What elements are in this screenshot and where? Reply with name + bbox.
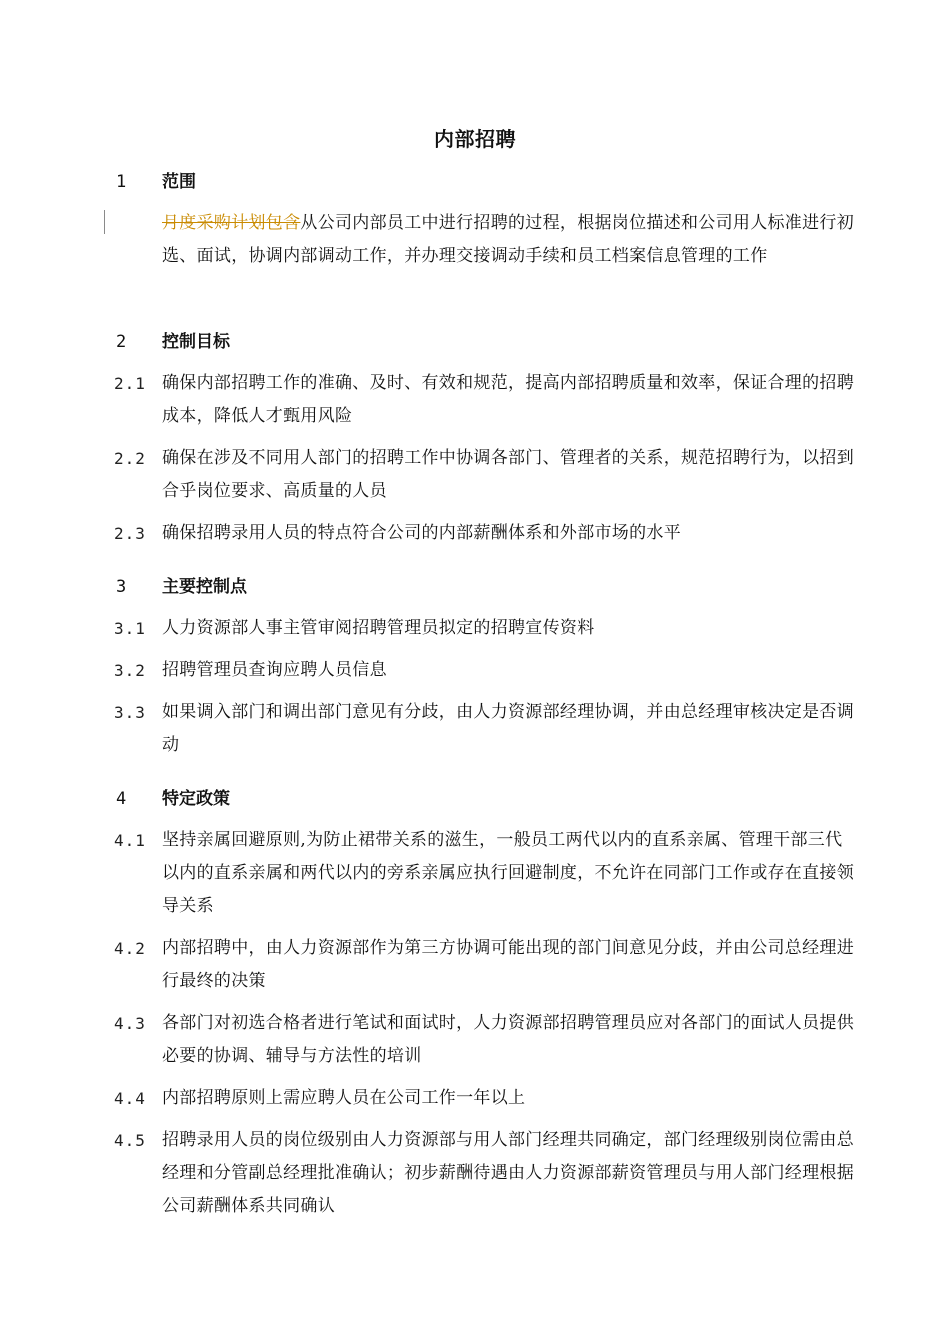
scope-paragraph <box>162 207 858 273</box>
item-number: 3.2 <box>114 661 146 680</box>
section-4-number: 4 <box>116 789 127 809</box>
item-text: 坚持亲属回避原则,为防止裙带关系的滋生，一般员工两代以内的直系亲属、管理干部三代以内的直系亲属和两代以内的旁系亲属应执行回避制度，不允许在同部门工作或存在直接领导关系 <box>162 830 854 916</box>
section-3-heading: 主要控制点 <box>162 577 247 597</box>
item-text: 如果调入部门和调出部门意见有分歧，由人力资源部经理协调，并由总经理审核决定是否调动 <box>162 702 854 755</box>
section-1-heading: 范围 <box>162 172 196 192</box>
revision-change-bar <box>104 210 105 234</box>
scope-text: 从公司内部员工中进行招聘的过程，根据岗位描述和公司用人标准进行初选、面试，协调内部调动工作，并办理交接调动手续和员工档案信息管理的工作 <box>162 213 855 266</box>
section-1-number: 1 <box>116 172 127 192</box>
item-number: 4.3 <box>114 1014 146 1033</box>
item-text: 招聘录用人员的岗位级别由人力资源部与用人部门经理共同确定，部门经理级别岗位需由总经理和分管副总经理批准确认；初步薪酬待遇由人力资源部薪资管理员与用人部门经理根据公司薪酬体系共同确认 <box>162 1130 854 1216</box>
item-number: 3.1 <box>114 619 146 638</box>
document-title: 内部招聘 <box>434 127 516 151</box>
section-3-number: 3 <box>116 577 127 597</box>
section-4-heading: 特定政策 <box>162 789 230 809</box>
section-2-heading: 控制目标 <box>162 332 230 352</box>
item-text: 内部招聘中，由人力资源部作为第三方协调可能出现的部门间意见分歧，并由公司总经理进行最终的决策 <box>162 938 854 991</box>
item-number: 3.3 <box>114 703 146 722</box>
item-number: 4.2 <box>114 939 146 958</box>
item-number: 4.5 <box>114 1131 146 1150</box>
item-text: 内部招聘原则上需应聘人员在公司工作一年以上 <box>162 1088 526 1108</box>
item-number: 2.3 <box>114 524 146 543</box>
item-text: 确保在涉及不同用人部门的招聘工作中协调各部门、管理者的关系，规范招聘行为，以招到合乎岗位要求、高质量的人员 <box>162 448 854 501</box>
item-text: 招聘管理员查询应聘人员信息 <box>162 660 387 680</box>
item-number: 2.2 <box>114 449 146 468</box>
section-2-number: 2 <box>116 332 127 352</box>
item-text: 确保招聘录用人员的特点符合公司的内部薪酬体系和外部市场的水平 <box>162 523 681 543</box>
tracked-deletion: 月度采购计划包含 <box>162 213 301 233</box>
item-text: 各部门对初选合格者进行笔试和面试时，人力资源部招聘管理员应对各部门的面试人员提供必要的协调、辅导与方法性的培训 <box>162 1013 854 1066</box>
item-number: 4.4 <box>114 1089 146 1108</box>
item-text: 确保内部招聘工作的准确、及时、有效和规范，提高内部招聘质量和效率，保证合理的招聘成本，降低人才甄用风险 <box>162 373 854 426</box>
item-number: 4.1 <box>114 831 146 850</box>
item-number: 2.1 <box>114 374 146 393</box>
item-text: 人力资源部人事主管审阅招聘管理员拟定的招聘宣传资料 <box>162 618 595 638</box>
